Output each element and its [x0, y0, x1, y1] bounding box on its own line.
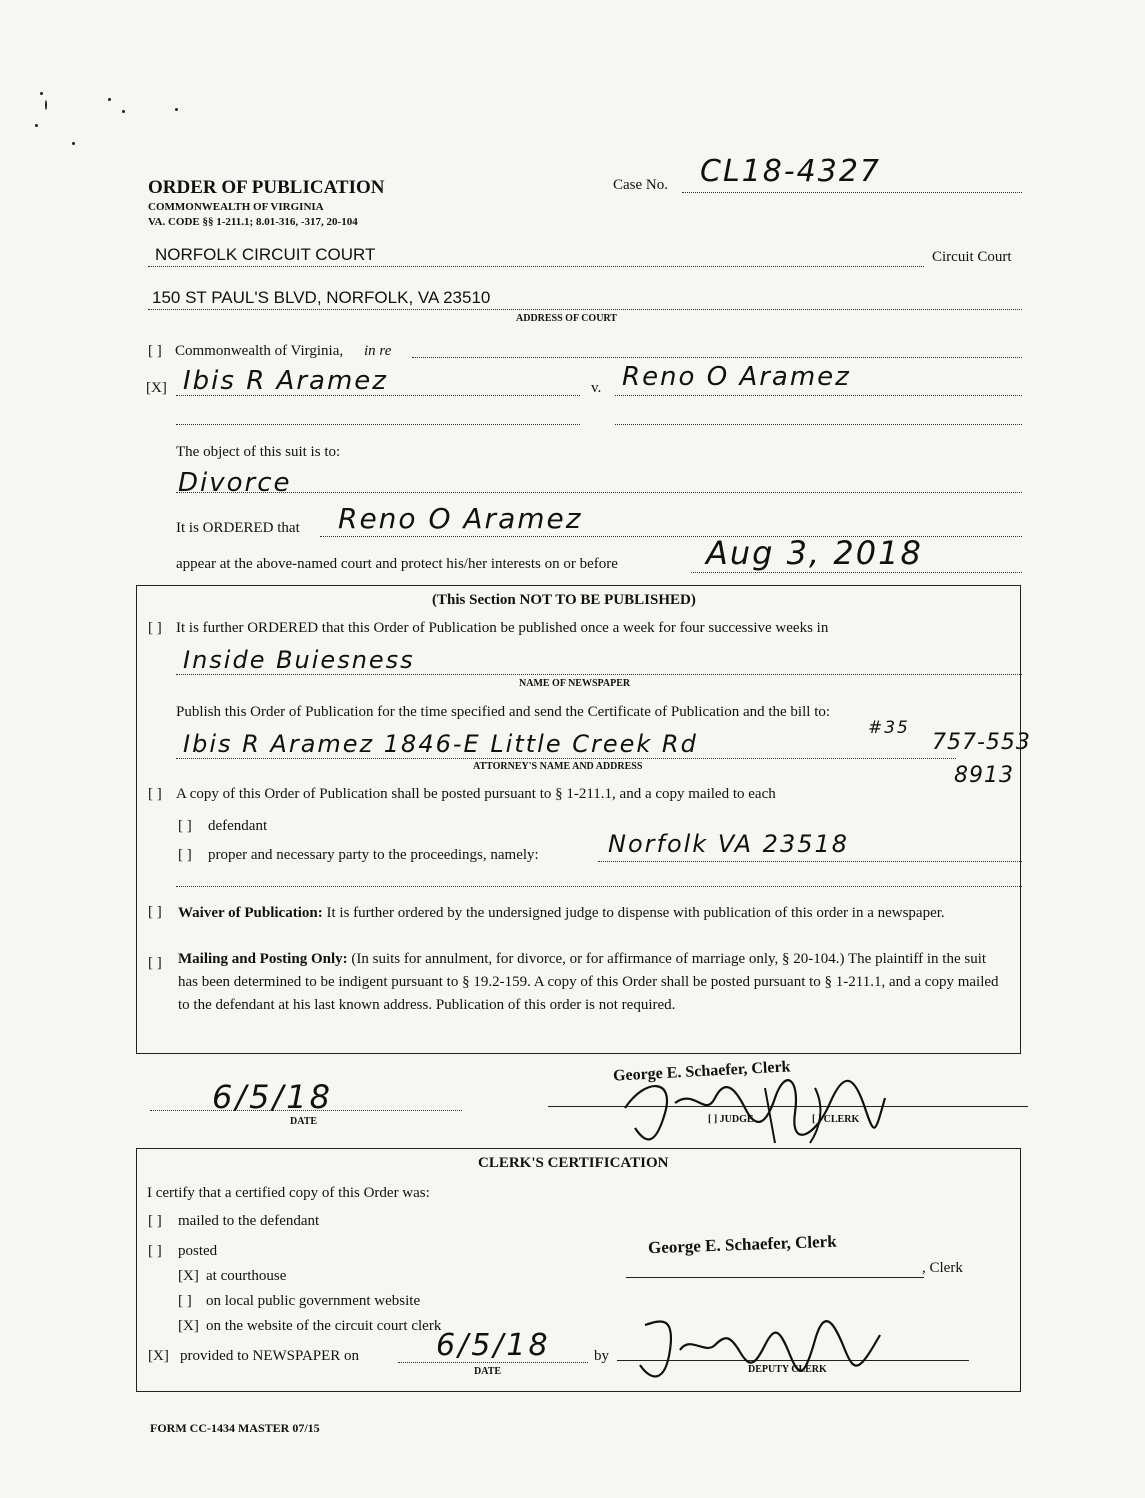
form-title: ORDER OF PUBLICATION: [148, 177, 385, 198]
object-line: [176, 492, 1022, 493]
newspaper-value[interactable]: Inside Buiesness: [183, 646, 415, 674]
local-website-label: on local public government website: [206, 1293, 421, 1309]
ordered-value[interactable]: Reno O Aramez: [338, 502, 583, 535]
defendant-checkbox[interactable]: [ ]: [178, 818, 192, 834]
newspaper-date-caption: DATE: [474, 1366, 502, 1377]
party-proceedings-value[interactable]: Norfolk VA 23518: [608, 830, 850, 858]
clerk-website-label: on the website of the circuit court clerk: [206, 1318, 442, 1334]
form-id: FORM CC-1434 MASTER 07/15: [150, 1421, 320, 1435]
attorney-line: [176, 758, 956, 759]
certification-intro: I certify that a certified copy of this Order was:: [147, 1185, 430, 1201]
signature-date-caption: DATE: [290, 1116, 318, 1127]
attorney-phone-2[interactable]: 8913: [954, 763, 1014, 788]
party-checkbox[interactable]: [X]: [146, 380, 167, 396]
court-address: 150 ST PAUL'S BLVD, NORFOLK, VA 23510: [152, 288, 491, 307]
mailing-paragraph: [178, 948, 1008, 1017]
scan-speck: [72, 142, 75, 145]
scan-speck: [108, 98, 111, 101]
defendant-line: [615, 395, 1022, 396]
mailing-checkbox[interactable]: [ ]: [148, 955, 162, 971]
mailing-title: Mailing and Posting Only:: [178, 951, 348, 967]
defendant-line-2: [615, 424, 1022, 425]
newspaper-line: [176, 674, 1022, 675]
scan-speck: [35, 124, 38, 127]
by-label: by: [594, 1348, 609, 1364]
defendant-name[interactable]: Reno O Aramez: [622, 362, 851, 392]
clerk-stamp: George E. Schaefer, Clerk: [612, 1058, 791, 1085]
not-published-heading: (This Section NOT TO BE PUBLISHED): [432, 592, 696, 608]
scan-speck: [122, 110, 125, 113]
deputy-clerk-caption: DEPUTY CLERK: [748, 1364, 827, 1375]
newspaper-provided-checkbox[interactable]: [X]: [148, 1348, 169, 1364]
defendant-label: defendant: [208, 818, 268, 834]
waiver-paragraph: [178, 902, 1008, 924]
local-website-checkbox[interactable]: [ ]: [178, 1293, 192, 1309]
party-proceedings-line-2: [176, 886, 1022, 887]
posted-label: posted: [178, 1243, 218, 1259]
commonwealth-checkbox[interactable]: [ ]: [148, 343, 162, 359]
attorney-phone[interactable]: 757-553: [932, 730, 1031, 755]
case-number-value[interactable]: CL18-4327: [700, 154, 882, 189]
party-proceedings-label: proper and necessary party to the proceedings, namely:: [208, 847, 539, 863]
ordered-label: It is ORDERED that: [176, 520, 300, 536]
commonwealth-label: Commonwealth of Virginia,: [175, 343, 344, 359]
court-name-line: [148, 266, 924, 267]
scan-speck: [45, 100, 47, 110]
appear-label: appear at the above-named court and protect his/her interests on or before: [176, 556, 618, 572]
scan-speck: [175, 108, 178, 111]
case-number-label: Case No.: [613, 177, 668, 193]
clerk-website-checkbox[interactable]: [X]: [178, 1318, 199, 1334]
mailed-checkbox[interactable]: [ ]: [148, 1213, 162, 1229]
waiver-checkbox[interactable]: [ ]: [148, 904, 162, 920]
plaintiff-line: [176, 395, 580, 396]
object-value[interactable]: Divorce: [178, 468, 292, 498]
plaintiff-line-2: [176, 424, 580, 425]
clerk-suffix: , Clerk: [922, 1260, 963, 1276]
newspaper-date-value[interactable]: 6/5/18: [436, 1328, 551, 1363]
mailed-label: mailed to the defendant: [178, 1213, 320, 1229]
form-subtitle: COMMONWEALTH OF VIRGINIA: [148, 201, 324, 213]
posted-checkbox[interactable]: [ ]: [148, 1243, 162, 1259]
statute-code: VA. CODE §§ 1-211.1; 8.01-316, -317, 20-104: [148, 216, 358, 228]
newspaper-caption: NAME OF NEWSPAPER: [519, 678, 631, 689]
attorney-suite[interactable]: #35: [868, 718, 910, 738]
case-number-line: [682, 192, 1022, 193]
attorney-caption: ATTORNEY'S NAME AND ADDRESS: [473, 761, 643, 772]
court-suffix: Circuit Court: [932, 249, 1012, 265]
clerk-name-line: [626, 1277, 924, 1278]
in-re-line: [412, 357, 1022, 358]
court-address-line: [148, 309, 1022, 310]
versus-label: v.: [591, 380, 602, 396]
signature-date-line: [150, 1110, 462, 1111]
plaintiff-name[interactable]: Ibis R Aramez: [183, 366, 388, 396]
publish-text: It is further ORDERED that this Order of Publication be published once a week for four successive weeks in: [176, 620, 829, 636]
scan-speck: [40, 92, 43, 95]
courthouse-label: at courthouse: [206, 1268, 287, 1284]
courthouse-checkbox[interactable]: [X]: [178, 1268, 199, 1284]
judge-clerk-signature: [615, 1068, 890, 1148]
mailing-text: (In suits for annulment, for divorce, or for affirmance of marriage only, § 20-104.) The plaintiff in the suit has been determined to be indigent pursuant to § 19.2-159. A copy of this Order shall be posted pursuant to § 1-211.1, and a copy mailed to the defendant at his last known address. Publication of this order is not required.: [178, 951, 999, 1013]
posted-copy-checkbox[interactable]: [ ]: [148, 786, 162, 802]
certification-heading: CLERK'S CERTIFICATION: [478, 1155, 669, 1171]
send-text: Publish this Order of Publication for the time specified and send the Certificate of Publication and the bill to:: [176, 704, 831, 720]
publish-checkbox[interactable]: [ ]: [148, 620, 162, 636]
appear-date[interactable]: Aug 3, 2018: [706, 534, 923, 572]
posted-copy-text: A copy of this Order of Publication shall be posted pursuant to § 1-211.1, and a copy mailed to each: [176, 786, 776, 802]
object-label: The object of this suit is to:: [176, 444, 341, 460]
clerk-checkbox-label[interactable]: [ ] CLERK: [812, 1114, 860, 1125]
clerk-name-stamp: George E. Schaefer, Clerk: [647, 1231, 837, 1258]
party-proceedings-checkbox[interactable]: [ ]: [178, 847, 192, 863]
judge-checkbox-label[interactable]: [ ] JUDGE: [708, 1114, 754, 1125]
in-re-label: in re: [364, 343, 392, 359]
court-address-caption: ADDRESS OF COURT: [516, 313, 617, 324]
attorney-value[interactable]: Ibis R Aramez 1846-E Little Creek Rd: [183, 730, 698, 758]
waiver-title: Waiver of Publication:: [178, 905, 323, 921]
waiver-text: It is further ordered by the undersigned judge to dispense with publication of this order in a newspaper.: [326, 905, 945, 921]
court-name: NORFOLK CIRCUIT COURT: [155, 245, 376, 264]
signature-date-value[interactable]: 6/5/18: [212, 1078, 333, 1116]
newspaper-provided-label: provided to NEWSPAPER on: [180, 1348, 360, 1364]
party-proceedings-line: [598, 861, 1022, 862]
appear-line: [691, 572, 1022, 573]
